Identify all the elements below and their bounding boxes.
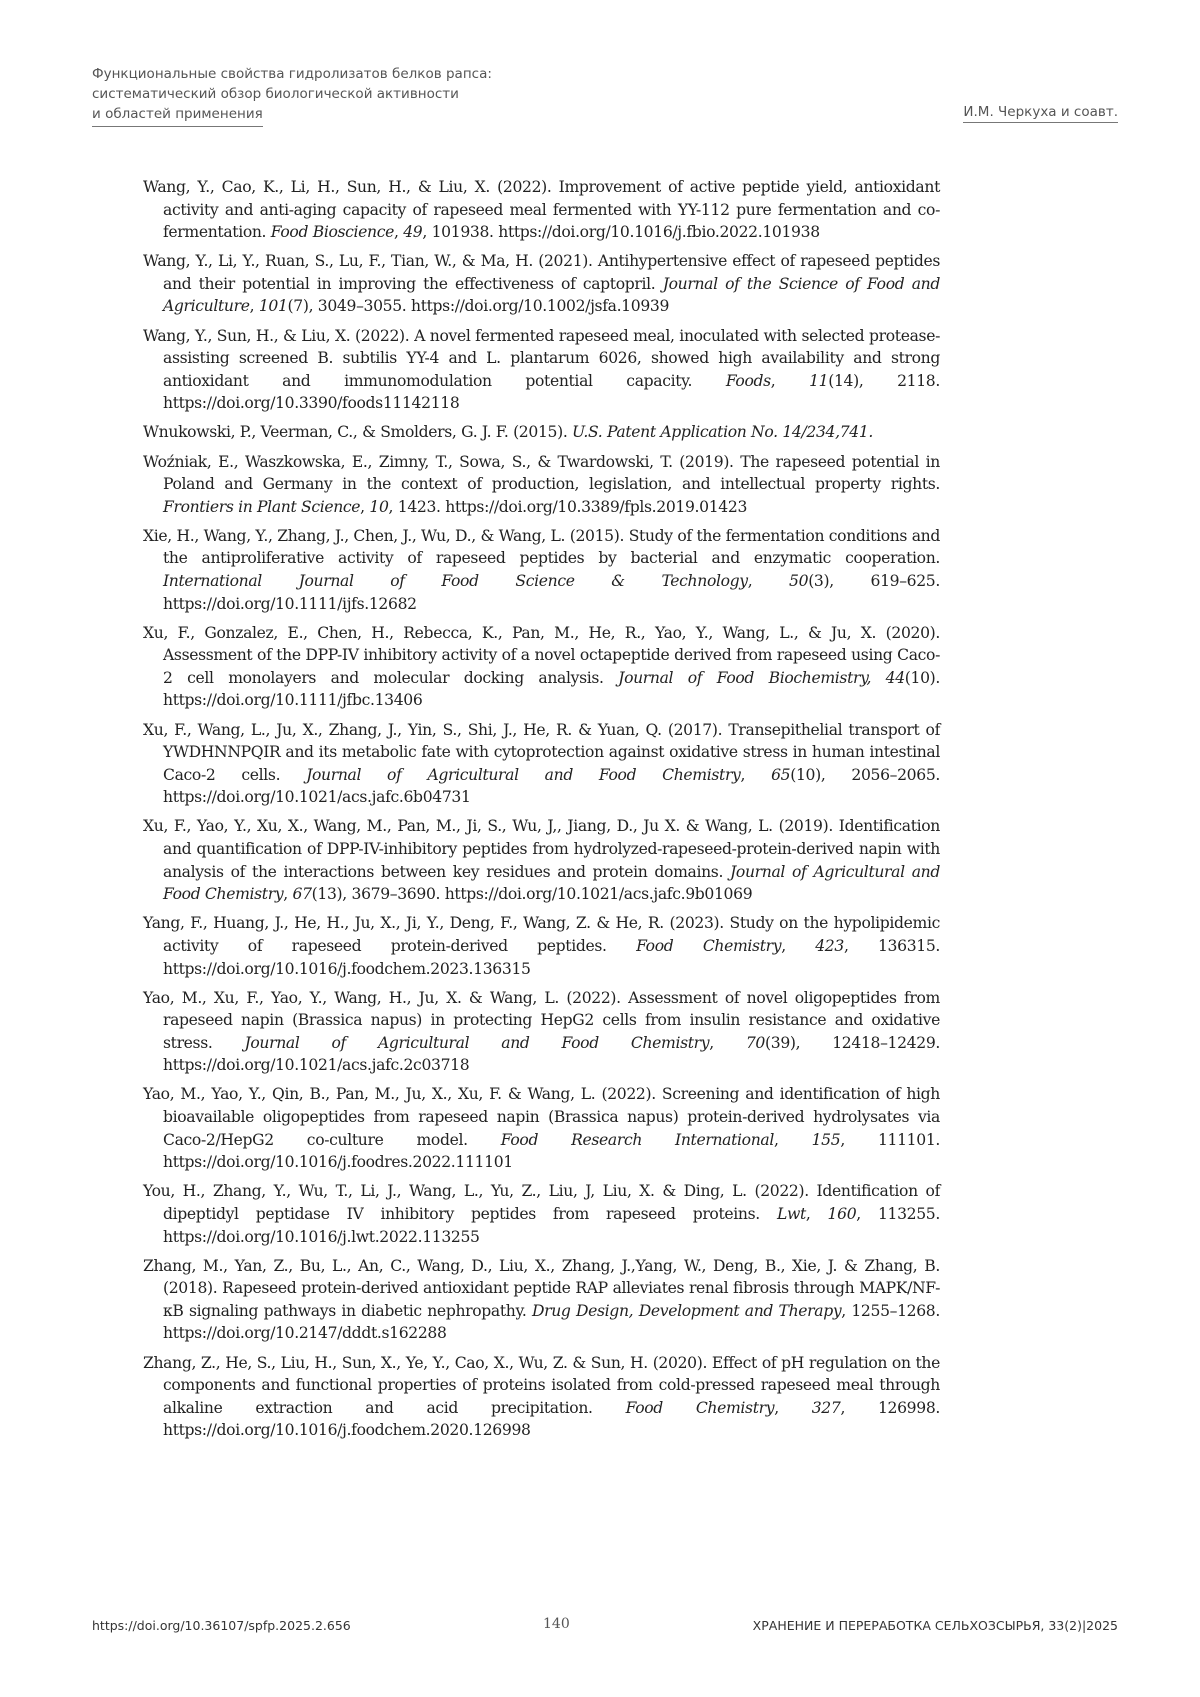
reference-text: Zhang, Z., He, S., Liu, H., Sun, X., Ye, Y., Cao, X., Wu, Z. & Sun, H. (2020). Effect of pH regulation on the components and functional properties of proteins isolated from cold-pressed rapeseed meal through alkaline extraction and acid precipitation. bbox=[143, 1353, 940, 1417]
reference-italic-text: 155 bbox=[811, 1130, 841, 1149]
reference-text: , bbox=[740, 765, 772, 784]
reference-entry bbox=[143, 325, 940, 415]
reference-text: , bbox=[709, 1033, 746, 1052]
reference-text: , 126998. https://doi.org/10.1016/j.foodchem.2020.126998 bbox=[163, 1398, 940, 1440]
reference-text: , bbox=[770, 371, 810, 390]
reference-entry bbox=[143, 421, 940, 444]
reference-text: (7), 3049–3055. https://doi.org/10.1002/jsfa.10939 bbox=[287, 297, 670, 316]
reference-entry bbox=[143, 1255, 940, 1345]
reference-text: , bbox=[774, 1398, 812, 1417]
reference-entry bbox=[143, 815, 940, 905]
reference-entry bbox=[143, 1083, 940, 1173]
reference-italic-text: 70 bbox=[745, 1033, 766, 1052]
reference-text: (3), 619–625. https://doi.org/10.1111/ijfs.12682 bbox=[163, 572, 940, 613]
reference-italic-text: International Journal of Food Science & Technology bbox=[163, 572, 748, 590]
reference-text: (14), 2118. https://doi.org/10.3390/foods11142118 bbox=[163, 371, 940, 413]
reference-italic-text: Food Chemistry bbox=[625, 1398, 775, 1417]
reference-text: Wang, Y., Sun, H., & Liu, X. (2022). A novel fermented rapeseed meal, inoculated with selected protease-assisting screened B. subtilis YY-4 and L. plantarum 6026, showed high availability and strong antioxidant and immunomodulation potential capacity. bbox=[143, 326, 940, 390]
reference-text: , bbox=[747, 572, 790, 590]
running-title-line: и областей применения bbox=[92, 104, 263, 127]
reference-italic-text: 67 bbox=[292, 885, 312, 904]
reference-italic-text: 65 bbox=[771, 765, 791, 784]
reference-entry bbox=[143, 912, 940, 980]
reference-italic-text: Foods bbox=[725, 371, 771, 390]
reference-italic-text: Journal of Food Biochemistry, 44 bbox=[618, 668, 905, 687]
reference-italic-text: Journal of Agricultural and Food Chemistry bbox=[306, 765, 741, 784]
reference-italic-text: 423 bbox=[815, 936, 844, 955]
reference-text: (10), 2056–2065. https://doi.org/10.1021/acs.jafc.6b04731 bbox=[163, 765, 940, 807]
reference-text: , 1255–1268. https://doi.org/10.2147/dddt.s162288 bbox=[163, 1301, 940, 1343]
reference-entry bbox=[143, 176, 940, 244]
reference-text: , bbox=[360, 497, 370, 516]
reference-italic-text: 101 bbox=[258, 297, 288, 316]
reference-text: (13), 3679–3690. https://doi.org/10.1021/acs.jafc.9b01069 bbox=[311, 885, 753, 904]
running-title bbox=[92, 64, 492, 127]
reference-text: Xie, H., Wang, Y., Zhang, J., Chen, J., Wu, D., & Wang, L. (2015). Study of the fermentation conditions and the antiproliferative activity of rapeseed peptides by bacterial and enzymatic cooperation. bbox=[143, 526, 940, 568]
reference-text: , 136315. https://doi.org/10.1016/j.foodchem.2023.136315 bbox=[163, 936, 941, 978]
reference-italic-text: 11 bbox=[809, 371, 829, 390]
reference-text: (10). https://doi.org/10.1111/jfbc.13406 bbox=[163, 668, 940, 710]
reference-text: , 1423. https://doi.org/10.3389/fpls.2019.01423 bbox=[388, 497, 748, 516]
reference-text: , bbox=[394, 223, 404, 242]
reference-text: , 113255. https://doi.org/10.1016/j.lwt.2022.113255 bbox=[163, 1204, 940, 1246]
reference-italic-text: 10 bbox=[369, 497, 389, 516]
reference-list bbox=[143, 176, 940, 1448]
reference-text: Wnukowski, P., Veerman, C., & Smolders, G. J. F. (2015). bbox=[143, 423, 573, 442]
reference-italic-text: Journal of Agricultural and Food Chemistry bbox=[163, 862, 940, 904]
reference-text: Xu, F., Gonzalez, E., Chen, H., Rebecca, K., Pan, M., He, R., Yao, Y., Wang, L., & Ju, X. (2020). Assessment of the DPP-IV inhibitory activity of a novel octapeptide derived from rapeseed using Caco-2 cell monolayers and molecular docking analysis. bbox=[143, 623, 940, 687]
reference-entry bbox=[143, 1180, 940, 1248]
reference-italic-text: U.S. Patent Application No. 14/234,741. bbox=[572, 423, 874, 442]
reference-entry bbox=[143, 719, 940, 809]
running-title-line: систематический обзор биологической активности bbox=[92, 86, 459, 102]
running-title-line: Функциональные свойства гидролизатов белков рапса: bbox=[92, 66, 492, 82]
reference-entry bbox=[143, 250, 940, 318]
reference-entry bbox=[143, 525, 940, 615]
reference-text: Xu, F., Wang, L., Ju, X., Zhang, J., Yin, S., Shi, J., He, R. & Yuan, Q. (2017). Transepithelial transport of YWDHNNPQIR and its metabolic fate with cytoprotection against oxidative stress in human intestinal Caco-2 cells. bbox=[143, 720, 940, 784]
reference-italic-text: Drug Design, Development and Therapy bbox=[531, 1301, 842, 1320]
page-number: 140 bbox=[543, 1616, 570, 1632]
reference-italic-text: 49 bbox=[403, 223, 423, 242]
running-authors: И.М. Черкуха и соавт. bbox=[963, 104, 1118, 123]
reference-text: , bbox=[249, 297, 259, 316]
reference-text: Yang, F., Huang, J., He, H., Ju, X., Ji, Y., Deng, F., Wang, Z. & He, R. (2023). Study on the hypolipidemic activity of rapeseed protein-derived peptides. bbox=[143, 914, 940, 955]
reference-italic-text: Journal of the Science of Food and Agriculture bbox=[163, 274, 940, 316]
reference-entry bbox=[143, 622, 940, 712]
reference-text: Zhang, M., Yan, Z., Bu, L., An, C., Wang, D., Liu, X., Zhang, J.,Yang, W., Deng, B., Xie, J. & Zhang, B. (2018). Rapeseed protein-derived antioxidant peptide RAP alleviates renal fibrosis through MAPK/NF-κB signaling pathways in diabetic nephropathy. bbox=[143, 1256, 940, 1320]
reference-text: , bbox=[773, 1130, 812, 1149]
reference-entry bbox=[143, 1352, 940, 1442]
reference-entry bbox=[143, 987, 940, 1077]
reference-italic-text: Frontiers in Plant Science bbox=[163, 497, 361, 516]
reference-italic-text: Lwt bbox=[776, 1204, 806, 1223]
reference-text: (39), 12418–12429. https://doi.org/10.1021/acs.jafc.2c03718 bbox=[163, 1033, 941, 1075]
reference-italic-text: 50 bbox=[789, 572, 809, 590]
footer-doi[interactable]: https://doi.org/10.36107/spfp.2025.2.656 bbox=[92, 1618, 351, 1633]
reference-italic-text: 327 bbox=[811, 1398, 841, 1417]
reference-text: , 111101. https://doi.org/10.1016/j.foodres.2022.111101 bbox=[163, 1130, 940, 1172]
reference-text: Yao, M., Xu, F., Yao, Y., Wang, H., Ju, X. & Wang, L. (2022). Assessment of novel oligopeptides from rapeseed napin (Brassica napus) in protecting HepG2 cells from insulin resistance and oxidative stress. bbox=[143, 988, 940, 1052]
reference-italic-text: 160 bbox=[827, 1204, 857, 1223]
reference-italic-text: Food Chemistry bbox=[636, 936, 782, 955]
reference-text: Woźniak, E., Waszkowska, E., Zimny, T., Sowa, S., & Twardowski, T. (2019). The rapeseed potential in Poland and Germany in the context of production, legislation, and intellectual property rights. bbox=[143, 452, 940, 494]
reference-text: Wang, Y., Cao, K., Li, H., Sun, H., & Liu, X. (2022). Improvement of active peptide yield, antioxidant activity and anti-aging capacity of rapeseed meal fermented with YY-112 pure fermentation and co-fermentation. bbox=[143, 178, 940, 242]
reference-text: Yao, M., Yao, Y., Qin, B., Pan, M., Ju, X., Xu, F. & Wang, L. (2022). Screening and identification of high bioavailable oligopeptides from rapeseed napin (Brassica napus) protein-derived hydrolysates via Caco-2/HepG2 co-culture model. bbox=[143, 1085, 940, 1149]
reference-text: , bbox=[805, 1204, 828, 1223]
reference-text: , bbox=[283, 885, 293, 904]
footer-journal: ХРАНЕНИЕ И ПЕРЕРАБОТКА СЕЛЬХОЗСЫРЬЯ, 33(2)|2025 bbox=[752, 1618, 1118, 1633]
reference-text: You, H., Zhang, Y., Wu, T., Li, J., Wang, L., Yu, Z., Liu, J, Liu, X. & Ding, L. (2022). Identification of dipeptidyl peptidase IV inhibitory peptides from rapeseed proteins. bbox=[143, 1182, 940, 1223]
reference-italic-text: Food Research International bbox=[500, 1130, 774, 1149]
reference-entry bbox=[143, 451, 940, 519]
reference-text: Wang, Y., Li, Y., Ruan, S., Lu, F., Tian, W., & Ma, H. (2021). Antihypertensive effect of rapeseed peptides and their potential in improving the effectiveness of captopril. bbox=[143, 252, 940, 293]
reference-italic-text: Journal of Agricultural and Food Chemistry bbox=[244, 1033, 710, 1052]
reference-text: , bbox=[781, 936, 816, 955]
reference-text: , 101938. https://doi.org/10.1016/j.fbio.2022.101938 bbox=[422, 223, 820, 242]
reference-text: Xu, F., Yao, Y., Xu, X., Wang, M., Pan, M., Ji, S., Wu, J,, Jiang, D., Ju X. & Wang, L. (2019). Identification and quantification of DPP-IV-inhibitory peptides from hydrolyzed-rapeseed-protein-derived napin with analysis of the interactions between key residues and protein domains. bbox=[143, 817, 940, 881]
reference-italic-text: Food Bioscience bbox=[270, 223, 395, 242]
